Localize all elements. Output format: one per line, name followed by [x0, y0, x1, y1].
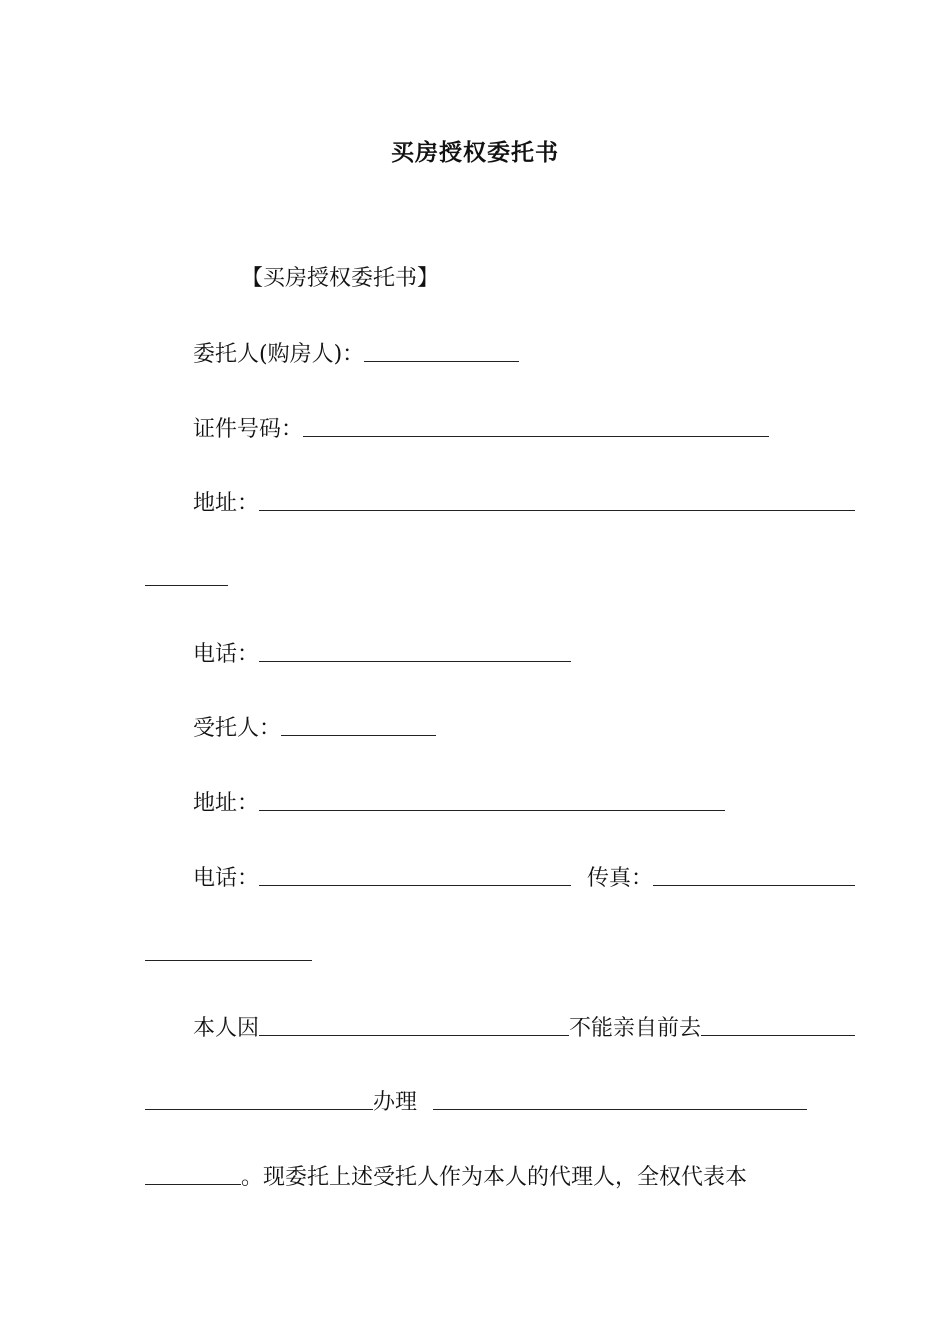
id-number-row	[145, 407, 855, 443]
principal-address-continuation	[145, 556, 807, 592]
destination-blank[interactable]	[701, 1034, 855, 1036]
principal-address-blank-cont[interactable]	[145, 584, 228, 586]
reason-middle: 不能亲自前去	[569, 1016, 702, 1041]
fax-label: 传真：	[587, 866, 654, 891]
reason-row	[145, 1006, 855, 1042]
agent-blank[interactable]	[281, 734, 436, 736]
id-number-label: 证件号码：	[193, 417, 304, 442]
matter-blank-cont[interactable]	[145, 1183, 241, 1185]
principal-blank[interactable]	[364, 360, 519, 362]
agent-phone-label: 电话：	[193, 866, 260, 891]
agent-address-row	[145, 781, 855, 817]
id-number-blank[interactable]	[303, 435, 769, 437]
principal-phone-row	[145, 632, 855, 668]
agent-label: 受托人：	[193, 716, 282, 741]
destination-blank-cont[interactable]	[145, 1108, 373, 1110]
subtitle-line	[145, 256, 903, 292]
matter-blank[interactable]	[433, 1108, 807, 1110]
document-subtitle: 【买房授权委托书】	[241, 266, 440, 291]
agent-row	[145, 706, 855, 742]
handle-label: 办理	[373, 1090, 418, 1115]
principal-address-blank[interactable]	[259, 509, 855, 511]
delegation-row	[145, 1155, 807, 1191]
handle-row	[145, 1080, 807, 1116]
principal-address-label: 地址：	[193, 491, 260, 516]
reason-blank[interactable]	[259, 1034, 569, 1036]
document-title: 买房授权委托书	[391, 139, 559, 166]
reason-prefix: 本人因	[193, 1016, 260, 1041]
agent-phone-fax-row	[145, 856, 855, 892]
fax-blank-cont[interactable]	[145, 959, 312, 961]
delegation-text: 。现委托上述受托人作为本人的代理人，全权代表本	[241, 1165, 748, 1190]
agent-phone-blank[interactable]	[259, 884, 571, 886]
principal-label: 委托人(购房人)：	[193, 342, 365, 367]
fax-continuation	[145, 931, 807, 967]
principal-row	[145, 332, 855, 368]
agent-address-blank[interactable]	[259, 809, 725, 811]
principal-phone-label: 电话：	[193, 642, 260, 667]
principal-phone-blank[interactable]	[259, 660, 571, 662]
agent-address-label: 地址：	[193, 791, 260, 816]
principal-address-row	[145, 481, 855, 517]
fax-blank[interactable]	[653, 884, 855, 886]
